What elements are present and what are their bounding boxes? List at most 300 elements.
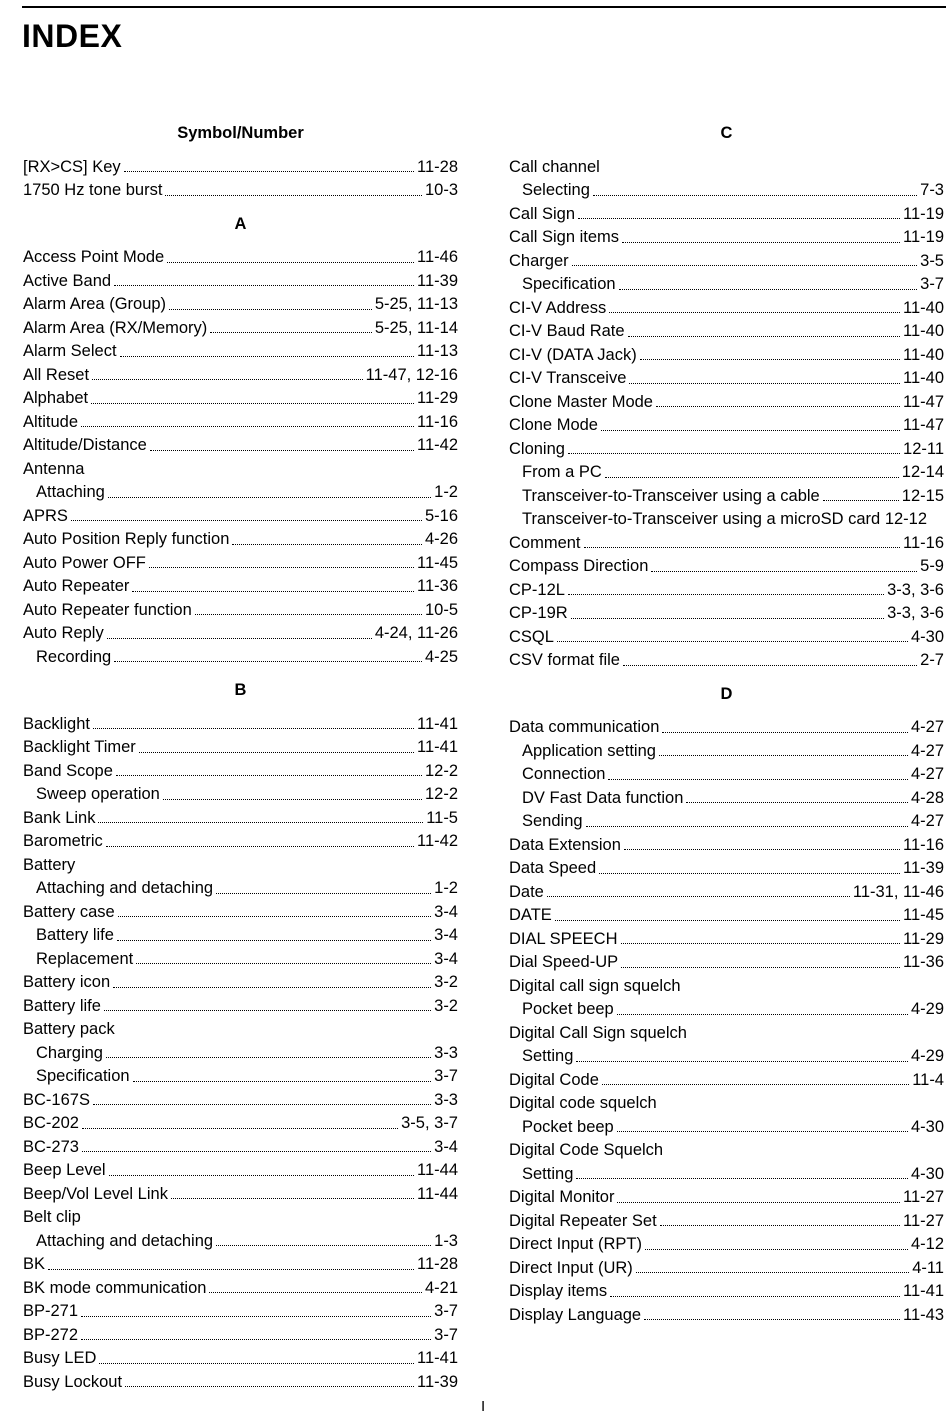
dot-leader xyxy=(113,987,431,988)
index-page-ref: 11-47 xyxy=(903,392,944,411)
index-term: Altitude/Distance xyxy=(23,436,147,454)
index-page-ref: 4-30 xyxy=(910,1117,944,1136)
index-page-ref: 3-2 xyxy=(434,973,458,991)
index-term: Transceiver-to-Transceiver using a cable xyxy=(522,486,820,505)
index-page-ref: 4-27 xyxy=(910,812,944,830)
index-term: BC-167S xyxy=(23,1090,90,1109)
index-term: BP-272 xyxy=(23,1325,79,1344)
index-entry xyxy=(509,1139,944,1163)
index-page-ref: 11-29 xyxy=(903,929,944,948)
index-page-ref: 4-25 xyxy=(424,647,458,666)
index-term: Busy Lockout xyxy=(23,1372,123,1391)
index-term: Beep Level xyxy=(23,1161,106,1179)
index-entry xyxy=(509,320,944,344)
index-page-ref: 3-4 xyxy=(434,902,458,921)
dot-leader xyxy=(82,1128,398,1129)
dot-leader xyxy=(125,1386,414,1387)
index-term: Auto Position Reply function xyxy=(23,530,230,548)
index-term: Specification xyxy=(36,1067,130,1085)
index-entry xyxy=(23,995,458,1019)
dot-leader xyxy=(216,1245,431,1246)
index-entry xyxy=(509,1163,944,1187)
index-term: Recording xyxy=(36,647,112,666)
index-page-ref: 11-40 xyxy=(903,298,944,317)
dot-leader xyxy=(628,336,900,337)
index-page-ref: 11-40 xyxy=(903,322,944,340)
index-entry xyxy=(23,246,458,270)
index-term: Battery life xyxy=(23,996,101,1015)
index-term: Compass Direction xyxy=(509,557,649,575)
index-term: CI-V Transceive xyxy=(509,369,627,387)
index-page-ref: 11-46 xyxy=(417,248,458,266)
dot-leader xyxy=(93,1104,431,1105)
index-entry xyxy=(509,555,944,579)
index-column-right xyxy=(509,122,944,1327)
index-entry xyxy=(23,854,458,878)
dot-leader xyxy=(619,289,918,290)
index-page-ref: 5-25, 11-13 xyxy=(374,295,458,313)
index-page-ref: 3-3, 3-6 xyxy=(887,604,944,622)
index-term: Access Point Mode xyxy=(23,248,165,266)
dot-leader xyxy=(232,544,422,545)
index-entry xyxy=(509,250,944,274)
index-term: Belt clip xyxy=(23,1208,81,1226)
index-page-ref: 3-3 xyxy=(434,1043,458,1062)
index-term: Battery icon xyxy=(23,973,111,991)
index-entry xyxy=(23,622,458,646)
dot-leader xyxy=(624,849,900,850)
section-heading: D xyxy=(720,684,733,703)
index-page-ref: 11-41 xyxy=(417,1349,458,1367)
dot-leader xyxy=(167,262,414,263)
dot-leader xyxy=(557,641,908,642)
top-rule xyxy=(22,6,946,8)
dot-leader xyxy=(593,195,917,196)
dot-leader xyxy=(662,732,908,733)
index-entry xyxy=(509,414,944,438)
index-term: Antenna xyxy=(23,459,85,478)
index-page-ref: 11-39 xyxy=(417,271,458,290)
dot-leader xyxy=(640,359,900,360)
dot-leader xyxy=(576,1178,908,1179)
dot-leader xyxy=(48,1269,414,1270)
dot-leader xyxy=(823,500,899,501)
index-term: Auto Power OFF xyxy=(23,553,146,572)
index-page-ref: 11-44 xyxy=(417,1161,458,1179)
dot-leader xyxy=(571,618,884,619)
dot-leader xyxy=(81,1339,431,1340)
index-page-ref: 10-3 xyxy=(424,181,458,199)
index-term: Digital Code xyxy=(509,1070,599,1089)
dot-leader xyxy=(132,591,414,592)
index-page-ref: 11-47 xyxy=(903,416,944,434)
index-entry xyxy=(509,367,944,391)
index-page-ref: 11-5 xyxy=(426,808,458,827)
index-page-ref: 10-5 xyxy=(424,600,458,619)
dot-leader xyxy=(163,799,422,800)
index-entry xyxy=(23,830,458,854)
index-term: Bank Link xyxy=(23,808,96,827)
index-page-ref: 3-7 xyxy=(920,275,944,293)
index-page-ref: 11-47, 12-16 xyxy=(365,365,458,384)
index-term: All Reset xyxy=(23,365,90,384)
index-term: BC-202 xyxy=(23,1114,79,1132)
index-entry xyxy=(23,1347,458,1371)
index-entry xyxy=(23,901,458,925)
index-entry xyxy=(23,552,458,576)
index-page-ref: 11-40 xyxy=(903,369,944,387)
dot-leader xyxy=(99,1363,414,1364)
index-term: Digital code squelch xyxy=(509,1094,657,1112)
index-page-ref: 11-16 xyxy=(903,835,944,854)
index-entry xyxy=(509,1257,944,1281)
index-term: BK mode communication xyxy=(23,1278,207,1297)
index-entry xyxy=(509,904,944,928)
index-entry xyxy=(23,1371,458,1395)
dot-leader xyxy=(71,520,422,521)
dot-leader xyxy=(659,755,908,756)
index-term: Battery xyxy=(23,855,76,874)
index-term: Sweep operation xyxy=(36,785,160,803)
index-entry xyxy=(23,948,458,972)
dot-leader xyxy=(106,1057,431,1058)
index-term: Alarm Area (RX/Memory) xyxy=(23,318,208,337)
index-page-ref: 3-3, 3-6 xyxy=(887,580,944,599)
dot-leader xyxy=(576,1061,908,1062)
index-term: Direct Input (RPT) xyxy=(509,1235,642,1253)
dot-leader xyxy=(133,1081,432,1082)
index-page-ref: 4-24, 11-26 xyxy=(374,624,458,642)
dot-leader xyxy=(195,614,422,615)
index-term: Active Band xyxy=(23,271,112,290)
index-term: Attaching xyxy=(36,483,105,501)
index-page-ref: 4-29 xyxy=(910,1047,944,1065)
index-page-ref: 11-27 xyxy=(903,1211,944,1230)
index-page-ref: 3-7 xyxy=(434,1302,458,1320)
index-entry xyxy=(509,273,944,297)
dot-leader xyxy=(139,752,414,753)
index-term: Selecting xyxy=(522,181,590,199)
dot-leader xyxy=(602,1084,909,1085)
index-page-ref: 3-2 xyxy=(434,996,458,1015)
index-entry xyxy=(23,599,458,623)
index-entry xyxy=(509,1116,944,1140)
index-page-ref: 11-41 xyxy=(903,1282,944,1300)
section-heading: B xyxy=(234,681,247,699)
dot-leader xyxy=(601,430,900,431)
index-entry xyxy=(509,532,944,556)
index-term: Direct Input (UR) xyxy=(509,1258,633,1277)
index-page-ref: 3-7 xyxy=(434,1067,458,1085)
dot-leader xyxy=(645,1249,908,1250)
index-term: CI-V Address xyxy=(509,298,607,317)
index-term: Display Language xyxy=(509,1305,642,1324)
index-entry xyxy=(509,810,944,834)
section-heading: C xyxy=(720,124,733,142)
index-term: Auto Reply xyxy=(23,624,104,642)
index-term: Display items xyxy=(509,1282,608,1300)
index-entry xyxy=(23,1300,458,1324)
index-entry xyxy=(23,458,458,482)
index-entry xyxy=(23,1042,458,1066)
dot-leader xyxy=(609,312,900,313)
index-entry xyxy=(23,807,458,831)
index-entry xyxy=(509,1280,944,1304)
dot-leader xyxy=(599,873,900,874)
index-term: Battery case xyxy=(23,902,115,921)
index-term: Application setting xyxy=(522,741,656,760)
index-term: Clone Master Mode xyxy=(509,392,653,411)
dot-leader xyxy=(586,826,908,827)
index-term: Sending xyxy=(522,812,583,830)
dot-leader xyxy=(547,896,850,897)
index-entry xyxy=(23,179,458,203)
index-page-ref: 11-19 xyxy=(903,204,944,223)
index-entry xyxy=(509,716,944,740)
index-page-ref: 2-7 xyxy=(920,651,944,669)
dot-leader xyxy=(120,356,414,357)
dot-leader xyxy=(106,846,414,847)
dot-leader xyxy=(116,775,422,776)
index-entry xyxy=(509,857,944,881)
dot-leader xyxy=(636,1272,909,1273)
dot-leader xyxy=(107,638,372,639)
dot-leader xyxy=(165,195,422,196)
index-entry xyxy=(23,877,458,901)
index-term: Date xyxy=(509,882,544,901)
index-term: Replacement xyxy=(36,949,134,968)
index-entry xyxy=(23,971,458,995)
dot-leader xyxy=(124,171,414,172)
index-entry xyxy=(23,760,458,784)
index-entry xyxy=(509,649,944,673)
index-term: Battery pack xyxy=(23,1020,115,1038)
dot-leader xyxy=(150,450,414,451)
dot-leader xyxy=(104,1010,431,1011)
dot-leader xyxy=(98,822,423,823)
index-term: [RX>CS] Key xyxy=(23,157,121,176)
index-page-ref: 1-2 xyxy=(434,483,458,501)
index-entry xyxy=(23,434,458,458)
dot-leader xyxy=(114,661,422,662)
index-page-ref: 11-42 xyxy=(417,436,458,454)
index-entry xyxy=(509,1022,944,1046)
index-entry xyxy=(509,297,944,321)
index-term: Pocket beep xyxy=(522,1000,614,1018)
dot-leader xyxy=(622,242,900,243)
index-page-ref: 11-40 xyxy=(903,345,944,364)
dot-leader xyxy=(656,406,900,407)
index-page-ref: 4-28 xyxy=(910,788,944,807)
dot-leader xyxy=(117,940,431,941)
index-page-ref: 11-29 xyxy=(417,389,458,407)
index-page-ref: 3-5, 3-7 xyxy=(401,1114,458,1132)
dot-leader xyxy=(81,1316,431,1317)
index-term: DATE xyxy=(509,906,552,924)
index-entry xyxy=(23,1112,458,1136)
index-term: DIAL SPEECH xyxy=(509,929,618,948)
index-entry xyxy=(509,787,944,811)
index-entry xyxy=(509,626,944,650)
index-entry xyxy=(509,1210,944,1234)
index-term: BP-271 xyxy=(23,1302,79,1320)
index-term: CSV format file xyxy=(509,651,620,669)
index-entry xyxy=(23,1253,458,1277)
index-page-ref: 4-29 xyxy=(910,1000,944,1018)
index-term: Call Sign xyxy=(509,204,576,223)
dot-leader xyxy=(136,963,431,964)
index-entry xyxy=(23,505,458,529)
index-entry xyxy=(509,508,944,532)
index-entry xyxy=(23,1136,458,1160)
index-entry xyxy=(23,1089,458,1113)
index-term: Comment xyxy=(509,533,581,552)
index-term: Cloning xyxy=(509,439,565,458)
dot-leader xyxy=(216,893,431,894)
index-term: Digital Monitor xyxy=(509,1188,615,1206)
dot-leader xyxy=(109,1175,414,1176)
index-term: Call channel xyxy=(509,157,600,176)
index-entry xyxy=(509,740,944,764)
index-page-ref: 12-15 xyxy=(901,486,944,505)
index-page-ref: 3-7 xyxy=(434,1325,458,1344)
index-entry xyxy=(23,783,458,807)
index-term: Digital Call Sign squelch xyxy=(509,1023,687,1042)
index-entry xyxy=(509,156,944,180)
dot-leader xyxy=(644,1319,900,1320)
index-entry xyxy=(509,179,944,203)
index-term: Clone Mode xyxy=(509,416,598,434)
dot-leader xyxy=(82,1151,431,1152)
index-entry xyxy=(23,1230,458,1254)
dot-leader xyxy=(118,916,431,917)
index-page-ref: 4-27 xyxy=(910,765,944,783)
index-term: CI-V (DATA Jack) xyxy=(509,345,637,364)
index-entry xyxy=(509,485,944,509)
index-entry xyxy=(23,528,458,552)
dot-leader xyxy=(108,497,431,498)
index-entry xyxy=(23,387,458,411)
index-term: Digital Code Squelch xyxy=(509,1141,664,1159)
index-entry xyxy=(509,951,944,975)
index-page-ref: 3-4 xyxy=(434,926,458,944)
index-entry xyxy=(23,1183,458,1207)
index-page-ref: 11-4 xyxy=(912,1070,944,1089)
index-entry xyxy=(509,1233,944,1257)
index-page-ref: 11-19 xyxy=(903,228,944,246)
index-page-ref: 4-26 xyxy=(424,530,458,548)
index-entry xyxy=(23,924,458,948)
dot-leader xyxy=(171,1198,414,1199)
index-term: From a PC xyxy=(522,463,602,481)
dot-leader xyxy=(568,453,900,454)
index-entry xyxy=(23,156,458,180)
index-entry xyxy=(509,763,944,787)
index-entry xyxy=(509,1186,944,1210)
index-term: CP-12L xyxy=(509,580,565,599)
index-term: Auto Repeater function xyxy=(23,600,192,619)
index-entry xyxy=(23,270,458,294)
index-page-ref: 3-4 xyxy=(434,949,458,968)
dot-leader xyxy=(617,1202,900,1203)
dot-leader xyxy=(91,403,414,404)
index-term: Specification xyxy=(522,275,616,293)
index-page-ref: 12-14 xyxy=(901,463,944,481)
index-term: Band Scope xyxy=(23,761,113,780)
dot-leader xyxy=(660,1225,900,1226)
index-term: Pocket beep xyxy=(522,1117,614,1136)
index-term: Charging xyxy=(36,1043,103,1062)
index-term: Connection xyxy=(522,765,606,783)
index-page-ref: 11-45 xyxy=(417,553,458,572)
dot-leader xyxy=(608,779,907,780)
index-term: APRS xyxy=(23,506,68,525)
index-page-ref: 4-11 xyxy=(912,1258,944,1277)
dot-leader xyxy=(686,802,908,803)
index-entry xyxy=(509,203,944,227)
dot-leader xyxy=(617,1014,908,1015)
index-page-ref: 11-16 xyxy=(417,412,458,431)
index-page-ref: 11-41 xyxy=(417,738,458,756)
index-page-ref: 11-43 xyxy=(903,1305,944,1324)
index-page-ref: 1-3 xyxy=(434,1231,458,1250)
dot-leader xyxy=(572,265,918,266)
dot-leader xyxy=(617,1131,908,1132)
index-term: Dial Speed-UP xyxy=(509,953,619,971)
index-page-ref: 4-30 xyxy=(910,627,944,646)
index-page-ref: 5-25, 11-14 xyxy=(374,318,458,337)
index-term: Setting xyxy=(522,1047,574,1065)
dot-leader xyxy=(149,567,414,568)
index-term: Digital call sign squelch xyxy=(509,976,681,995)
index-entry xyxy=(23,1159,458,1183)
index-term: Call Sign items xyxy=(509,228,620,246)
index-entry xyxy=(23,317,458,341)
dot-leader xyxy=(92,379,363,380)
index-entry xyxy=(509,834,944,858)
index-entry xyxy=(23,293,458,317)
index-page-ref: 4-21 xyxy=(424,1278,458,1297)
dot-leader xyxy=(584,547,900,548)
index-entry xyxy=(23,481,458,505)
dot-leader xyxy=(629,383,900,384)
index-page-ref: 11-42 xyxy=(417,832,458,850)
index-entry xyxy=(509,1069,944,1093)
dot-leader xyxy=(623,665,917,666)
page-title: INDEX xyxy=(22,18,123,54)
index-page-ref: 11-13 xyxy=(417,342,458,360)
index-column-left xyxy=(23,122,458,1394)
index-entry xyxy=(509,461,944,485)
index-term: Barometric xyxy=(23,832,103,850)
dot-leader xyxy=(93,728,414,729)
index-entry xyxy=(509,226,944,250)
index-page-ref: 11-16 xyxy=(903,533,944,552)
index-term: Setting xyxy=(522,1164,574,1183)
index-entry xyxy=(23,736,458,760)
index-term: Beep/Vol Level Link xyxy=(23,1184,168,1203)
index-term: Attaching and detaching xyxy=(36,1231,214,1250)
index-page-ref: 11-36 xyxy=(903,953,944,971)
index-entry xyxy=(23,713,458,737)
index-page-ref: 12-2 xyxy=(424,785,458,803)
index-page-ref: 5-16 xyxy=(424,506,458,525)
index-page-ref: 11-39 xyxy=(903,859,944,877)
index-term: Busy LED xyxy=(23,1349,97,1367)
index-term: BK xyxy=(23,1255,46,1273)
index-page-ref: 11-45 xyxy=(903,906,944,924)
dot-leader xyxy=(209,1292,422,1293)
